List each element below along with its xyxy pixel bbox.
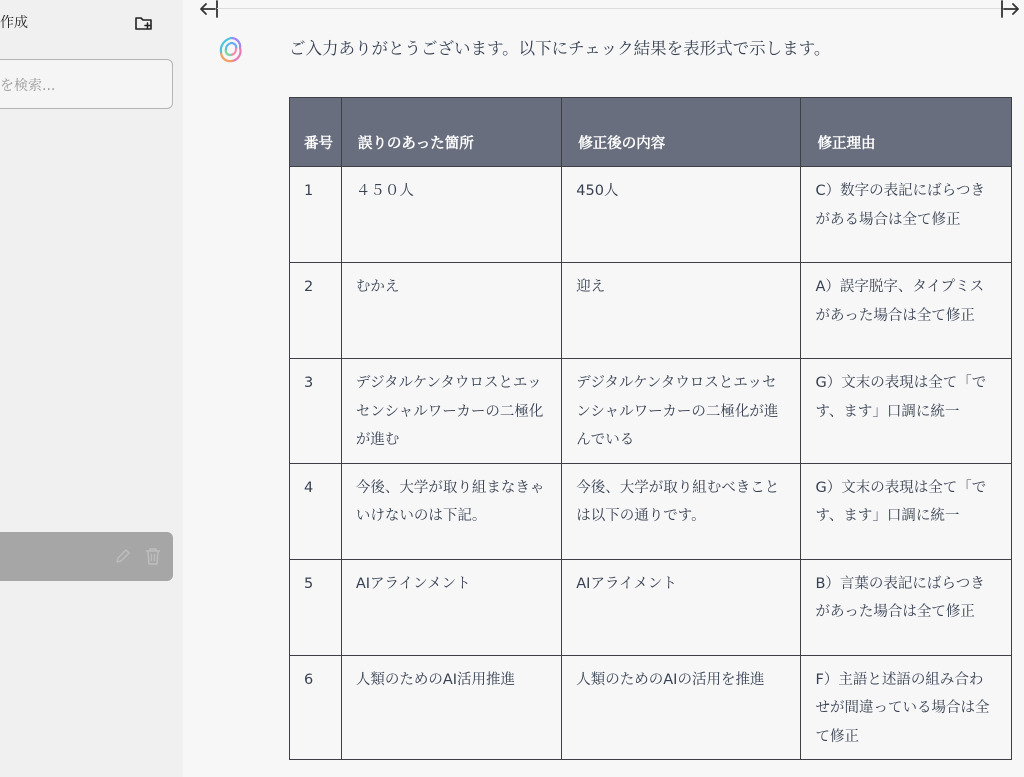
cell-num: 3 — [290, 359, 342, 464]
table-row — [290, 559, 1012, 655]
cell-num: 4 — [290, 463, 342, 559]
arrow-right-icon[interactable] — [999, 0, 1021, 18]
table-row — [290, 263, 1012, 359]
cell-error: ４５０人 — [341, 167, 561, 263]
chat-main — [183, 0, 1024, 777]
divider — [217, 8, 1007, 9]
cell-num: 1 — [290, 167, 342, 263]
cell-error: 人類のためのAI活用推進 — [341, 655, 561, 760]
cell-fix: 人類のためのAIの活用を推進 — [562, 655, 801, 760]
cell-error: むかえ — [341, 263, 561, 359]
cell-error: デジタルケンタウロスとエッセンシャルワーカーの二極化が進む — [341, 359, 561, 464]
cell-fix: 今後、大学が取り組むべきことは以下の通りです。 — [562, 463, 801, 559]
cell-error: 今後、大学が取り組まなきゃいけないのは下記。 — [341, 463, 561, 559]
table-row — [290, 463, 1012, 559]
cell-reason: G）文末の表現は全て「です、ます」口調に統一 — [801, 463, 1012, 559]
cell-reason: F）主語と述語の組み合わせが間違っている場合は全て修正 — [801, 655, 1012, 760]
cell-fix: 迎え — [562, 263, 801, 359]
header-fix: 修正後の内容 — [562, 98, 801, 167]
cell-num: 6 — [290, 655, 342, 760]
cell-fix: AIアライメント — [562, 559, 801, 655]
sidebar — [0, 0, 183, 777]
table-row — [290, 359, 1012, 464]
cell-num: 2 — [290, 263, 342, 359]
cell-fix: 450人 — [562, 167, 801, 263]
cell-reason: C）数字の表記にばらつきがある場合は全て修正 — [801, 167, 1012, 263]
cell-num: 5 — [290, 559, 342, 655]
table-row — [290, 167, 1012, 263]
arrow-left-icon[interactable] — [198, 0, 220, 18]
assistant-logo-icon — [215, 34, 247, 66]
assistant-message-intro: ご入力ありがとうございます。以下にチェック結果を表形式で示します。 — [289, 39, 831, 58]
trash-icon[interactable] — [144, 546, 162, 566]
result-table — [289, 97, 1012, 760]
header-error: 誤りのあった箇所 — [341, 98, 561, 167]
header-num: 番号 — [290, 98, 342, 167]
cell-error: AIアラインメント — [341, 559, 561, 655]
cell-fix: デジタルケンタウロスとエッセンシャルワーカーの二極化が進んでいる — [562, 359, 801, 464]
cell-reason: G）文末の表現は全て「です、ます」口調に統一 — [801, 359, 1012, 464]
header-reason: 修正理由 — [801, 98, 1012, 167]
new-folder-icon[interactable] — [134, 13, 154, 33]
cell-reason: B）言葉の表記にばらつきがあった場合は全て修正 — [801, 559, 1012, 655]
table-row — [290, 655, 1012, 760]
search-placeholder: を検索... — [0, 78, 56, 94]
cell-reason: A）誤字脱字、タイプミスがあった場合は全て修正 — [801, 263, 1012, 359]
table-header-row — [290, 98, 1012, 167]
new-chat-button[interactable]: 作成 — [0, 15, 28, 31]
pencil-icon[interactable] — [114, 547, 132, 565]
